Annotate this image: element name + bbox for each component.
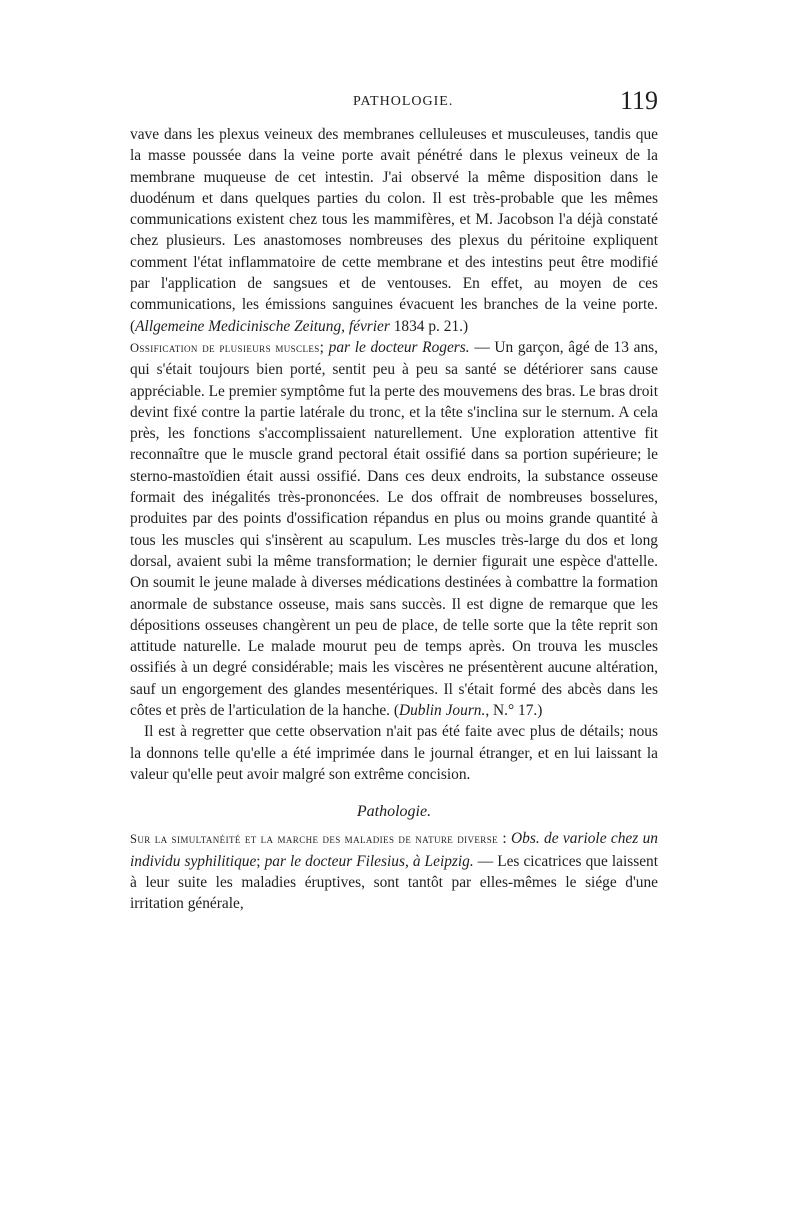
article-byline: par le docteur Rogers. bbox=[328, 338, 470, 356]
page-header bbox=[130, 86, 658, 126]
article-subtitle: Obs. de variole chez un individu syphilitique bbox=[130, 830, 658, 870]
running-title: PATHOLOGIE. bbox=[353, 94, 454, 109]
paragraph-comment: Il est à regretter que cette observation n'ait pas été faite avec plus de détails; nous la donnons telle qu'elle a été imprimée dans le journal étranger, et en lui laissant la valeur qu'elle peut avoir malgré son extrême concision. bbox=[130, 723, 658, 783]
paragraph-veine-porte: vave dans les plexus veineux des membranes celluleuses et musculeuses, tandis que la masse poussée dans la veine porte avait pénétré dans le plexus veineux de la membrane muqueuse de cet intestin. J'ai observé la même disposition dans le duodénum et dans quelques parties du colon. Il est très-probable que les mêmes communications existent chez tous les mammifères, et M. Jacobson l'a déjà constaté chez plusieurs. Les anastomoses nombreuses des plexus du péritoine expliquent comment l'état inflammatoire de cette membrane et des intestins peut être modifié par l'application de sangsues et de ventouses. En effet, au moyen de ces communications, les émissions sanguines évacuent les branches de la veine porte. (Allgemeine Medicinische Zeitung, février 1834 p. 21.) bbox=[130, 126, 658, 335]
paragraph-ossification: Ossification de plusieurs muscles; par le docteur Rogers. — Un garçon, âgé de 13 ans, qui s'était toujours bien porté, sentit peu à peu sa santé se détériorer sans cause appréciable. Le premier symptôme fut la perte des mouvemens des bras. Le bras droit devint fixé contre la partie latérale du tronc, et la tête s'inclina sur le sternum. A cela près, les fonctions s'accomplissaient naturellement. Une exploration attentive fit reconnaître que le muscle grand pectoral était ossifié dans sa portion supérieure; le sterno-mastoïdien était aussi ossifié. Dans ces deux endroits, la substance osseuse formait des inégalités très-prononcées. Le dos offrait de nombreuses bosselures, produites par des points d'ossification répandus en plus ou moins grande quantité à tous les muscles qui s'insèrent au scapulum. Les muscles très-large du dos et long dorsal, avaient subi la même transformation; le dernier figurait une espèce d'attelle. On soumit le jeune malade à diverses médications destinées à combattre la formation anormale de substance osseuse, mais sans succès. Il est digne de remarque que les dépositions osseuses changèrent un peu de place, de telle sorte que la tête reprit son attitude naturelle. Le malade mourut peu de temps après. On trouva les muscles ossifiés à un degré considérable; mais les viscères ne présentèrent aucune altération, sauf un engorgement des glandes mesentériques. Il s'était formé des abcès dans les côtes et près de l'articulation de la hanche. (Dublin Journ., N.° 17.) bbox=[130, 338, 659, 720]
page-number: 119 bbox=[619, 86, 658, 115]
article-title: Ossification de plusieurs muscles bbox=[130, 340, 320, 355]
paragraph-variole: Sur la simultanéité et la marche des maladies de nature diverse : Obs. de variole chez un individu syphilitique; par le docteur Filesius, à Leipzig. — Les cicatrices que laissent à leur suite les maladies éruptives, sont tantôt par elles-mêmes le siége d'une irritation générale, bbox=[130, 830, 659, 913]
citation-source: Dublin Journ. bbox=[399, 702, 486, 720]
body-text bbox=[130, 124, 658, 914]
article-byline: par le docteur Filesius, à Leipzig. bbox=[264, 852, 474, 870]
article-title: Sur la simultanéité et la marche des maladies de nature diverse bbox=[130, 832, 499, 847]
section-heading: Pathologie. bbox=[356, 803, 432, 821]
citation-source: Allgemeine Medicinische Zeitung, février bbox=[135, 317, 390, 335]
